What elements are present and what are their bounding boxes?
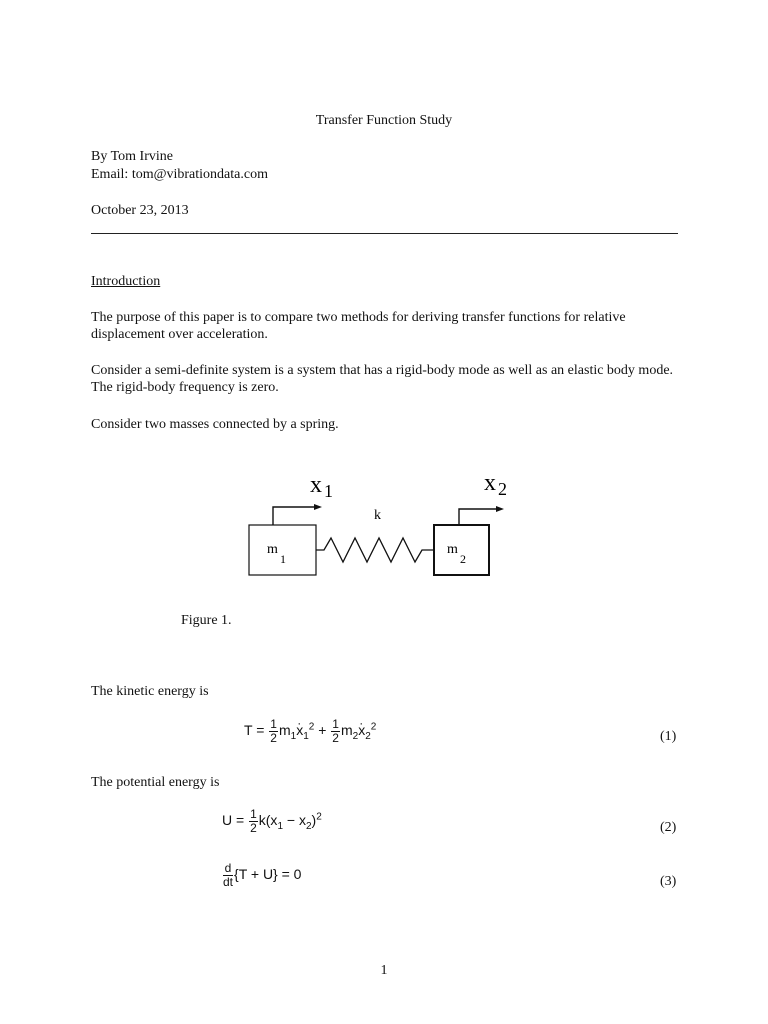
date-line: October 23, 2013 [91, 203, 189, 218]
equation-2: U = $\frac{1}{2}$ $k(x_1 - x_2)^2$ [222, 807, 322, 835]
two-mass-spring-figure [240, 466, 530, 586]
equation-1: T = $\frac{1}{2}$ $m_1\cdot x_1^2$ + $\frac{1}{2}$ $m_2\cdot x_2^2$ [244, 718, 376, 745]
author-line: By Tom Irvine [91, 149, 173, 164]
kinetic-energy-intro: The kinetic energy is [91, 684, 209, 699]
x2-subscript: 2 [498, 479, 507, 499]
potential-energy-intro: The potential energy is [91, 775, 220, 790]
mass-1-label: m [267, 542, 278, 557]
document-title: Transfer Function Study [315, 113, 453, 128]
email-line: Email: tom@vibrationdata.com [91, 167, 268, 182]
spring-zigzag [316, 538, 434, 562]
section-heading: Introduction [91, 274, 161, 289]
x2-label: x [484, 470, 496, 496]
eq2-half: $\frac{1}{2}$ [250, 807, 257, 835]
header-divider [91, 233, 678, 234]
eq1-half-2: $\frac{1}{2}$ [332, 717, 339, 745]
x1-arrow [273, 504, 322, 525]
page-number: 1 [380, 963, 388, 978]
equation-3-number: (3) [660, 874, 677, 889]
paragraph-semidefinite: Consider a semi-definite system is a system that has a rigid-body mode as well as an elastic body mode. The rigid-body frequency is zero. [91, 363, 674, 395]
mass-2-label: m [447, 542, 458, 557]
equation-1-number: (1) [660, 729, 677, 744]
x1-subscript: 1 [324, 481, 333, 501]
eq3-derivative: $\frac{d}{dt}$ [223, 861, 234, 889]
x2-arrow [459, 506, 504, 525]
mass-1-subscript: 1 [280, 552, 286, 566]
paragraph-purpose: The purpose of this paper is to compare two methods for deriving transfer functions for relative displacement over acceleration. [91, 310, 626, 342]
eq1-half-1: $\frac{1}{2}$ [270, 717, 277, 745]
equation-2-number: (2) [660, 820, 677, 835]
paragraph-two-masses: Consider two masses connected by a spring. [91, 417, 339, 432]
figure-caption: Figure 1. [181, 613, 232, 628]
mass-1-box [249, 525, 316, 575]
mass-2-box [434, 525, 489, 575]
mass-2-subscript: 2 [460, 552, 466, 566]
eq1-lhs: T = [244, 722, 265, 739]
equation-3: $\frac{d}{dt}$ {T + U} = 0 [223, 861, 302, 889]
spring-label: k [374, 508, 381, 523]
x1-label: x [310, 472, 322, 498]
